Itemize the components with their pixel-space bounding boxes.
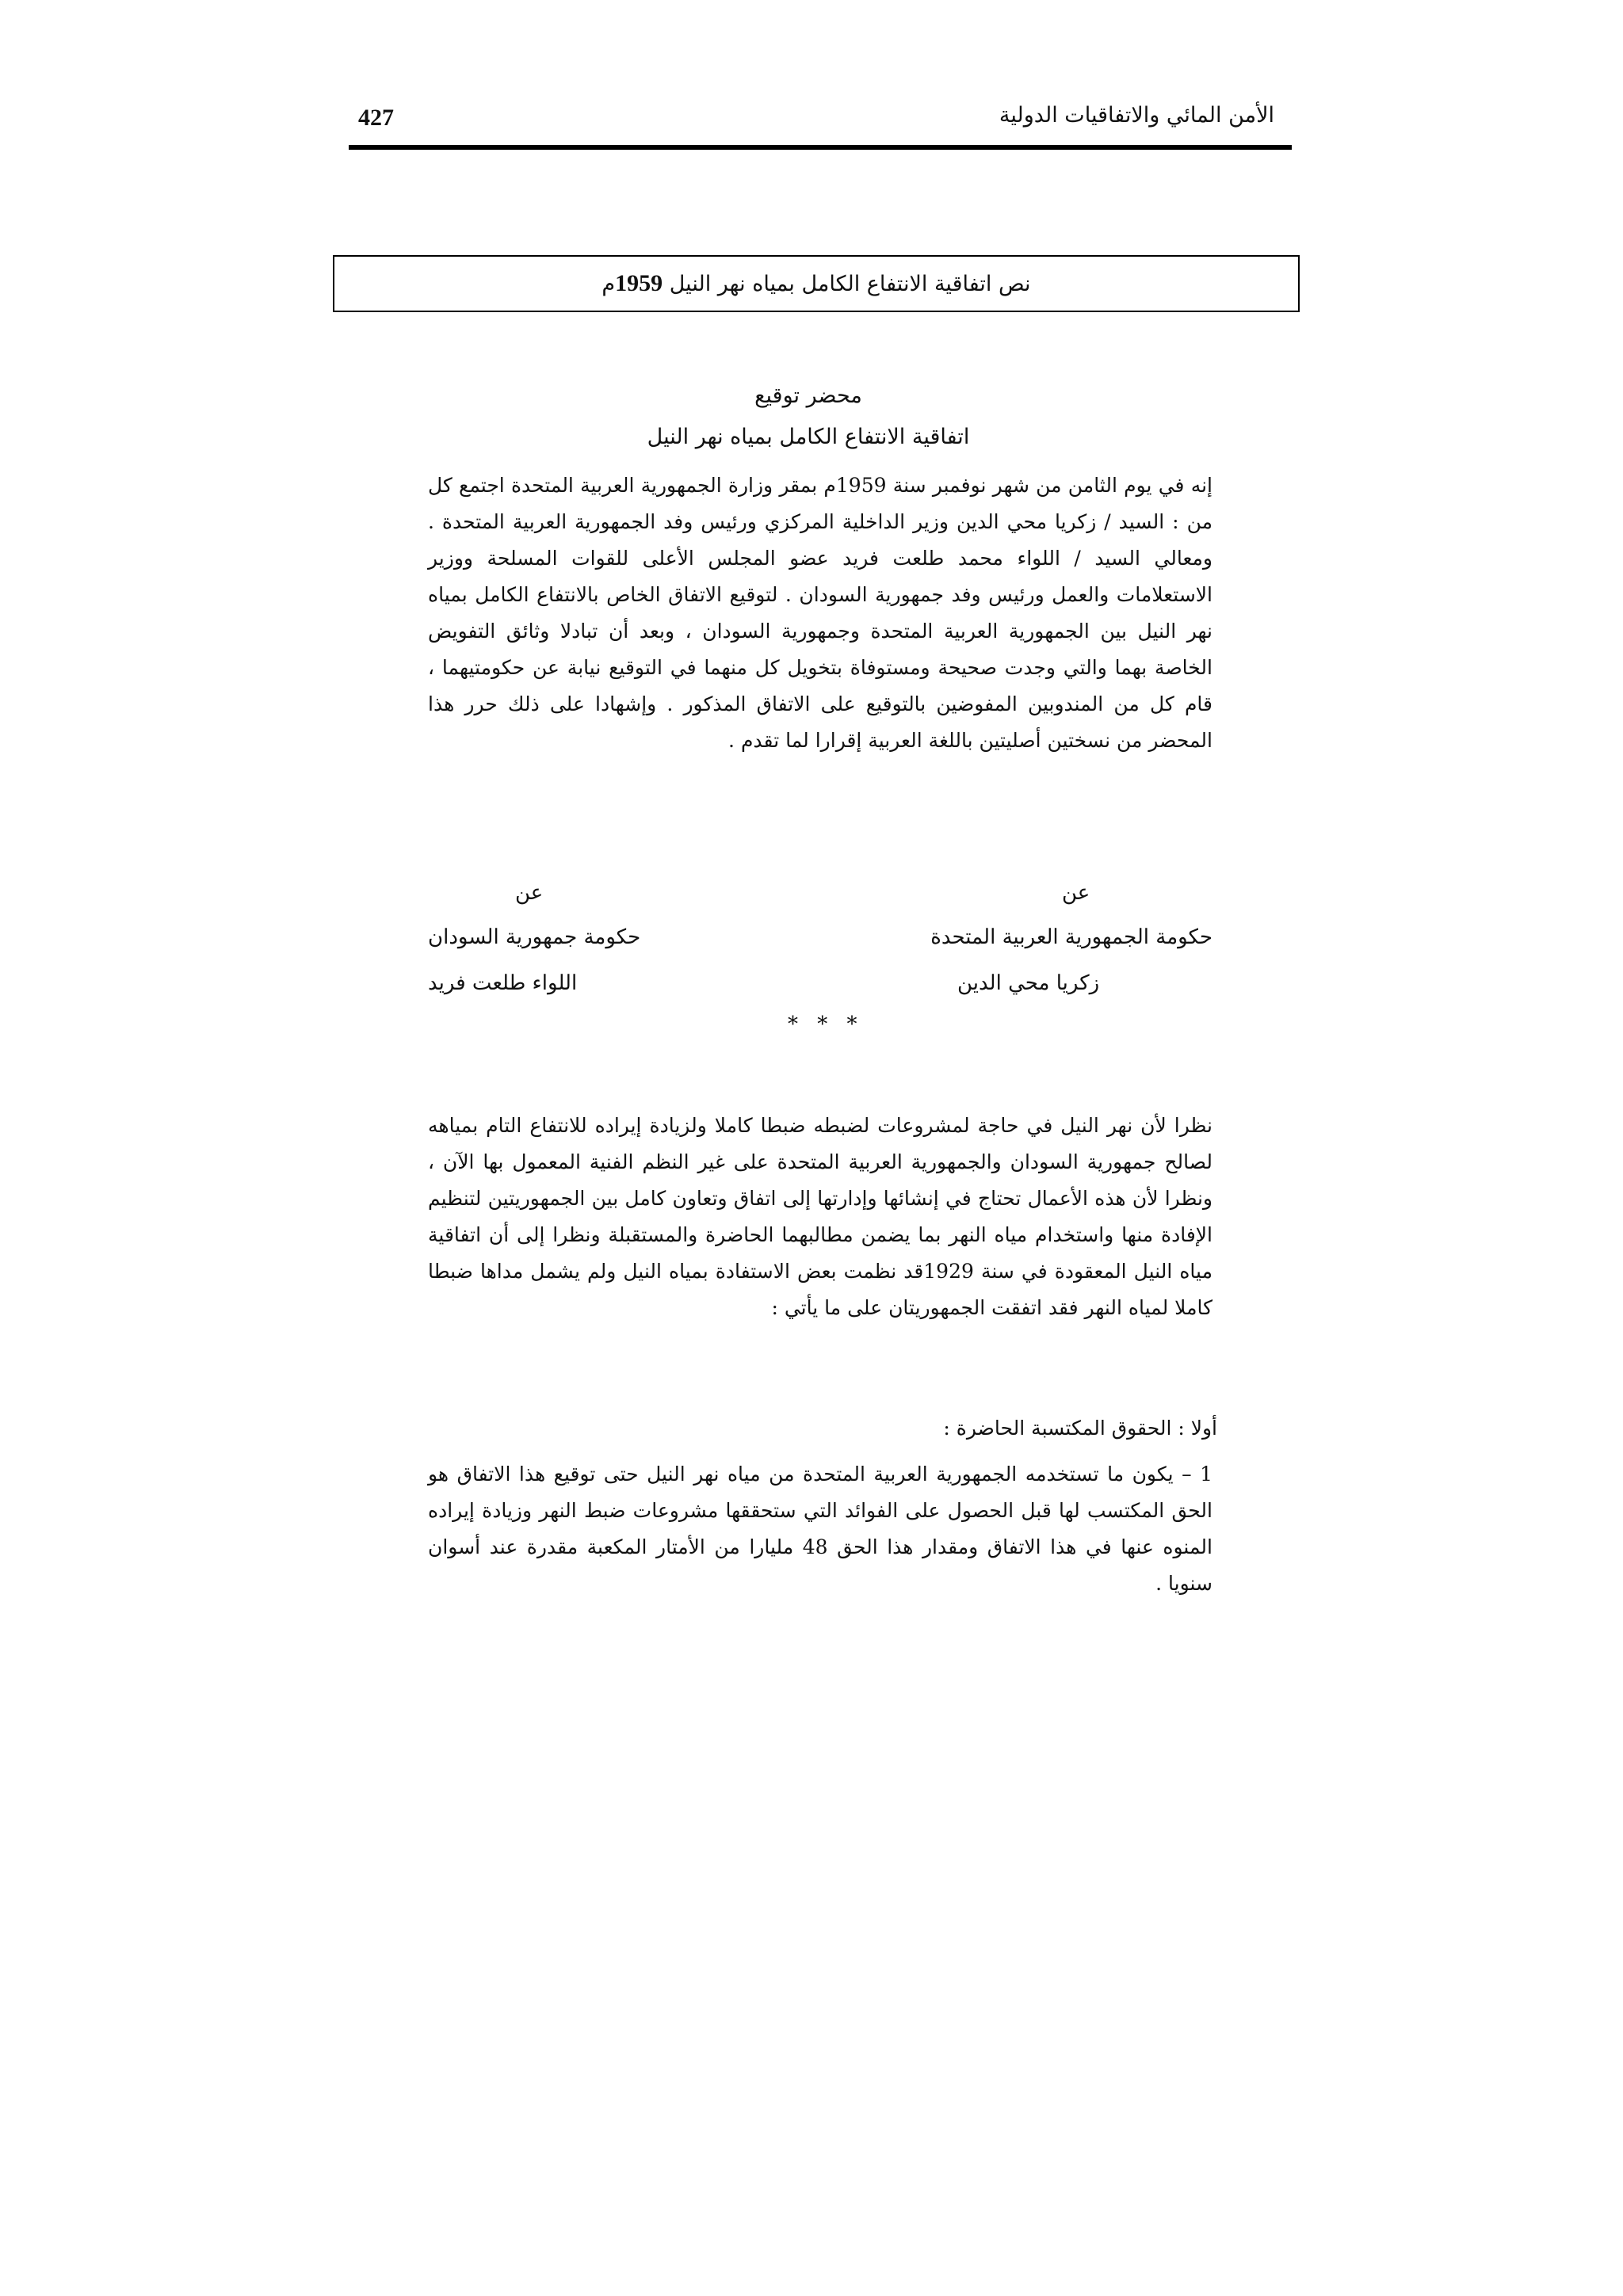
signature-right-government: حكومة الجمهورية العربية المتحدة xyxy=(930,925,1212,949)
signature-right-name: زكريا محي الدين xyxy=(957,971,1100,995)
signature-left-on: عن xyxy=(515,881,544,905)
title-text: نص اتفاقية الانتفاع الكامل بمياه نهر النيل xyxy=(669,272,1031,296)
signature-left-name: اللواء طلعت فريد xyxy=(428,971,578,995)
section-heading: أولا : الحقوق المكتسبة الحاضرة : xyxy=(943,1417,1217,1440)
agreement-preamble: نظرا لأن نهر النيل في حاجة لمشروعات لضبطه ضبطا كاملا ولزيادة إيراده للانتفاع التام بمياهه لصالح جمهورية السودان والجمهورية العربية المتحدة على غير النظم الفنية المعمول بها الآن ، ونظرا لأن هذه الأعمال تحتاج في إنشائها وإدارتها إلى اتفاق وتعاون كامل بين الجمهوريتين لتنظيم الإفادة منها واستخدام مياه النهر بما يضمن مطالبهما الحاضرة والمستقبلة ونظرا إلى أن اتفاقية مياه النيل المعقودة في سنة 1929قد نظمت بعض الاستفادة بمياه النيل ولم يشمل مداها ضبطا كاملا لمياه النهر فقد اتفقت الجمهوريتان على ما يأتي : xyxy=(428,1114,1212,1319)
protocol-paragraph: إنه في يوم الثامن من شهر نوفمبر سنة 1959م بمقر وزارة الجمهورية العربية المتحدة اجتمع كل من : السيد / زكريا محي الدين وزير الداخلية المركزي ورئيس وفد الجمهورية العربية المتحدة . ومعالي السيد / اللواء محمد طلعت فريد عضو المجلس الأعلى للقوات المسلحة ووزير الاستعلامات والعمل ورئيس وفد جمهورية السودان . لتوقيع الاتفاق الخاص بالانتفاع الكامل بمياه نهر النيل بين الجمهورية العربية المتحدة وجمهورية السودان ، وبعد أن تبادلا وثائق التفويض الخاصة بهما والتي وجدت صحيحة ومستوفاة بتخويل كل منهما في التوقيع نيابة عن حكومتيهما ، قام كل من المندوبين المفوضين بالتوقيع على الاتفاق المذكور . وإشهادا على ذلك حرر هذا المحضر من نسختين أصليتين باللغة العربية إقرارا لما تقدم . xyxy=(428,474,1212,752)
title-box xyxy=(333,255,1300,312)
header-rule xyxy=(349,145,1292,150)
signature-right-on: عن xyxy=(1062,881,1090,905)
protocol-subheading: اتفاقية الانتفاع الكامل بمياه نهر النيل xyxy=(647,425,970,449)
separator-stars: * * * xyxy=(788,1013,864,1036)
title-year: 1959 xyxy=(615,270,663,296)
signature-left-government: حكومة جمهورية السودان xyxy=(428,925,641,949)
protocol-heading: محضر توقيع xyxy=(754,383,862,408)
running-header: الأمن المائي والاتفاقيات الدولية xyxy=(999,103,1274,128)
clause-1: 1 – يكون ما تستخدمه الجمهورية العربية المتحدة من مياه نهر النيل حتى توقيع هذا الاتفاق هو الحق المكتسب لها قبل الحصول على الفوائد التي ستحققها مشروعات ضبط النهر وزيادة إيراده المنوه عنها في هذا الاتفاق ومقدار هذا الحق 48 مليارا من الأمتار المكعبة مقدرة عند أسوان سنويا . xyxy=(428,1463,1212,1595)
title-suffix: م xyxy=(601,272,616,296)
page-number: 427 xyxy=(358,105,394,131)
